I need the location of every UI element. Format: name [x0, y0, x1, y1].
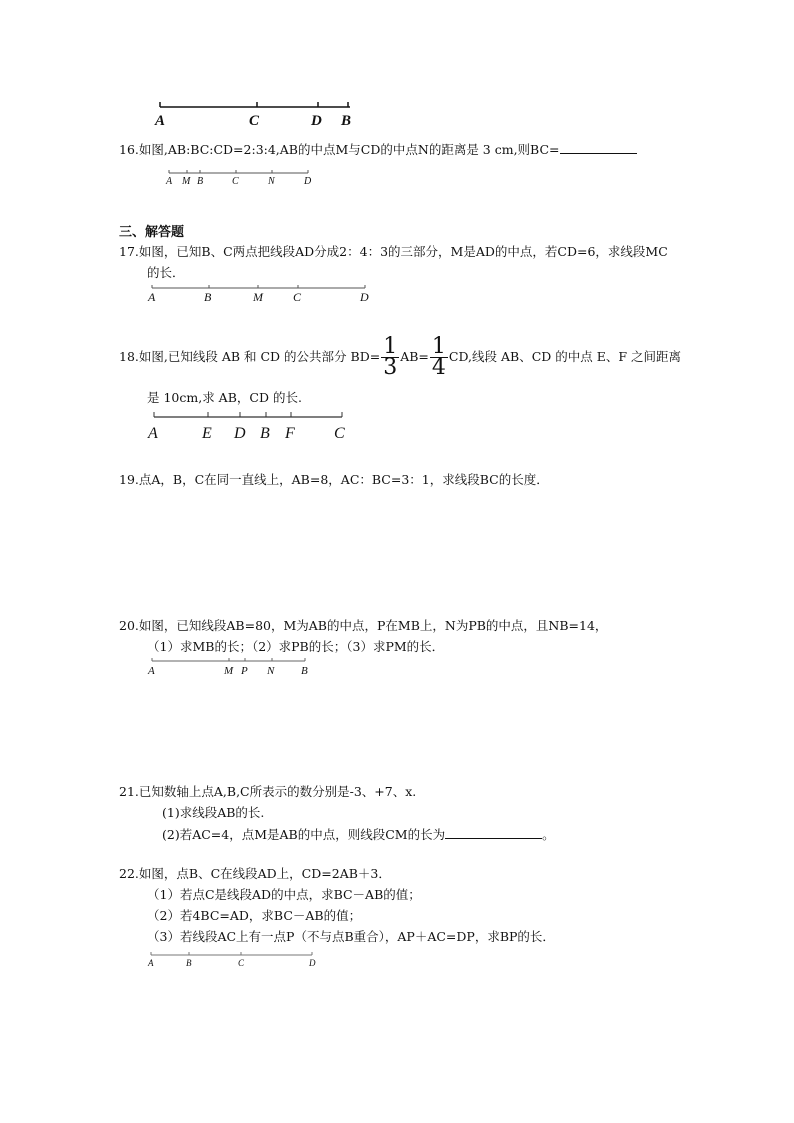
point-label-b: B: [341, 113, 352, 129]
question-22-line1: 22.如图，点B、C在线段AD上，CD=2AB＋3．: [119, 866, 391, 881]
answer-blank-16[interactable]: [560, 141, 637, 154]
segment-figure-q18: [148, 409, 358, 443]
point-label-d: D: [311, 113, 322, 129]
point-label-d: D: [309, 958, 316, 968]
point-label-a: A: [148, 958, 154, 968]
segment-figure-q16: [164, 168, 314, 190]
point-label-a: A: [155, 113, 166, 129]
fraction-one-third: $\frac{1}{3}$: [383, 334, 398, 380]
question-18-line2: 是 10cm,求 AB，CD 的长.: [147, 390, 302, 405]
point-label-b: B: [204, 290, 212, 304]
point-label-c: C: [249, 113, 260, 129]
question-16: [119, 141, 637, 158]
point-label-d: D: [360, 290, 369, 304]
question-20-line1: 20.如图，已知线段AB=80，M为AB的中点，P在MB上，N为PB的中点，且NB=14，: [119, 618, 608, 633]
question-21-part2-end: 。: [542, 827, 555, 842]
point-label-n: N: [267, 665, 275, 677]
question-21-part1: (1)求线段AB的长.: [162, 805, 265, 820]
point-label-c: C: [334, 425, 345, 442]
question-17-line1: 17.如图，已知B、C两点把线段AD分成2：4：3的三部分，M是AD的中点，若CD=6，求线段MC: [119, 244, 668, 259]
point-label-a: A: [148, 425, 158, 442]
question-20-line2: （1）求MB的长；（2）求PB的长；（3）求PM的长．: [147, 639, 445, 654]
point-label-c: C: [238, 958, 245, 968]
question-22-part2: （2）若4BC=AD，求BC－AB的值；: [147, 908, 362, 923]
point-label-c: C: [293, 290, 302, 304]
point-label-b: B: [260, 425, 270, 442]
point-label-n: N: [268, 176, 275, 187]
answer-blank-21[interactable]: [445, 826, 542, 839]
point-label-d: D: [234, 425, 246, 442]
point-label-f: F: [285, 425, 295, 442]
question-16-text: 16.如图,AB:BC:CD=2:3:4,AB的中点M与CD的中点N的距离是 3 cm,则BC=: [119, 142, 560, 157]
point-label-a: A: [148, 665, 155, 677]
section-heading: 三、解答题: [119, 225, 185, 240]
point-label-m: M: [224, 665, 234, 677]
fraction-one-quarter: $\frac{1}{4}$: [431, 334, 446, 380]
question-18-line1: [119, 336, 681, 378]
segment-figure-q17: [147, 283, 372, 307]
segment-figure-q20: [147, 656, 312, 678]
question-18-prefix: 18.如图,已知线段 AB 和 CD 的公共部分 BD=: [119, 349, 381, 364]
question-17-line2: 的长．: [147, 265, 185, 280]
point-label-e: E: [202, 425, 212, 442]
question-22-part1: （1）若点C是线段AD的中点，求BC－AB的值；: [147, 887, 421, 902]
question-21-part2: [162, 826, 555, 843]
point-label-m: M: [182, 176, 191, 187]
segment-figure-q15: [150, 98, 360, 130]
point-label-p: P: [241, 665, 248, 677]
point-label-b: B: [301, 665, 308, 677]
question-21-line1: 21.已知数轴上点A,B,C所表示的数分别是-3、+7、x.: [119, 784, 417, 799]
point-label-m: M: [253, 290, 263, 304]
question-21-part2-text: (2)若AC=4，点M是AB的中点，则线段CM的长为: [162, 827, 446, 842]
point-label-a: A: [166, 176, 173, 187]
point-label-a: A: [148, 290, 156, 304]
point-label-c: C: [232, 176, 239, 187]
point-label-b: B: [197, 176, 204, 187]
question-18-mid: AB=: [400, 349, 429, 364]
point-label-b: B: [186, 958, 192, 968]
question-18-suffix: CD,线段 AB、CD 的中点 E、F 之间距离: [448, 349, 681, 364]
question-22-part3: （3）若线段AC上有一点P（不与点B重合），AP＋AC=DP，求BP的长．: [147, 929, 555, 944]
segment-figure-q22: [146, 950, 321, 970]
point-label-d: D: [304, 176, 312, 187]
question-19: 19.点A，B，C在同一直线上，AB=8，AC：BC=3：1，求线段BC的长度．: [119, 472, 549, 487]
